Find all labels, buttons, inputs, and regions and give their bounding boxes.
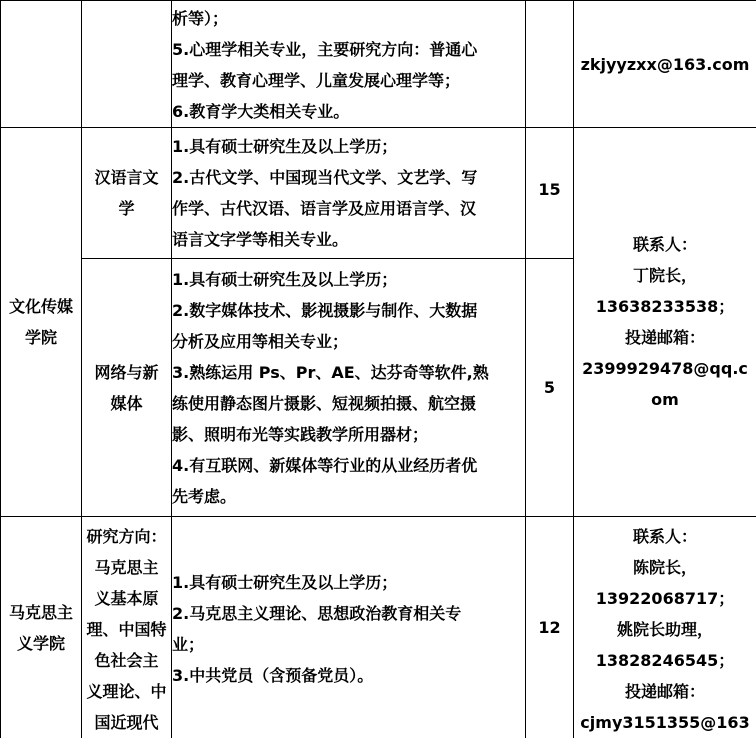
- table-row-previous-college: [1, 1, 756, 128]
- college-name-culture: 文化传媒 学院: [1, 128, 82, 517]
- headcount-chinese-literature: 15: [526, 128, 574, 259]
- requirement-line: 6.教育学大类相关专业。: [172, 101, 350, 121]
- major-name-network-media: 网络与新 媒体: [82, 259, 172, 517]
- requirements-marxism: 1.具有硕士研究生及以上学历； 2.马克思主义理论、思想政治教育相关专 业； 3.中共党员（含预备党员）。: [172, 517, 526, 738]
- headcount-marxism: 12: [526, 517, 574, 738]
- contact-cell: [574, 1, 756, 128]
- headcount-network-media: 5: [526, 259, 574, 517]
- requirements-cell: [172, 1, 526, 128]
- requirements-chinese-literature: 1.具有硕士研究生及以上学历； 2.古代文学、中国现当代文学、文艺学、写 作学、古代汉语、语言学及应用语言学、汉 语言文字学等相关专业。: [172, 128, 526, 259]
- college-name-marxism: 马克思主 义学院: [1, 517, 82, 738]
- count-cell-empty: [526, 1, 574, 128]
- table-row-marxism: [1, 517, 756, 738]
- requirement-line: 5.心理学相关专业，主要研究方向：普通心: [172, 39, 478, 59]
- requirements-network-media: 1.具有硕士研究生及以上学历； 2.数字媒体技术、影视摄影与制作、大数据 分析及应用等相关专业； 3.熟练运用 Ps、Pr、AE、达芬奇等软件,熟 练使用静态图片摄影、短视频拍摄、航空摄 影、照明布光等实践教学所用器材； 4.有互联网、新媒体等行业的从业经历者优 先考虑。: [172, 259, 526, 517]
- contact-culture: 联系人： 丁院长， 13638233538； 投递邮箱： 2399929478@qq.c om: [574, 128, 756, 517]
- contact-marxism: 联系人： 陈院长， 13922068717； 姚院长助理， 13828246545； 投递邮箱： cjmy3151355@163: [574, 517, 756, 738]
- major-cell-empty: [82, 1, 172, 128]
- major-name-marxism: 研究方向： 马克思主 义基本原 理、中国特 色社会主 义理论、中 国近现代: [82, 517, 172, 738]
- requirement-line: 理学、教育心理学、儿童发展心理学等；: [172, 70, 461, 90]
- contact-email: zkjyyzxx@163.com: [580, 55, 750, 74]
- requirement-line: 析等）；: [172, 8, 229, 28]
- table-row-chinese-literature: [1, 128, 756, 259]
- college-cell-empty: [1, 1, 82, 128]
- major-name-chinese-literature: 汉语言文 学: [82, 128, 172, 259]
